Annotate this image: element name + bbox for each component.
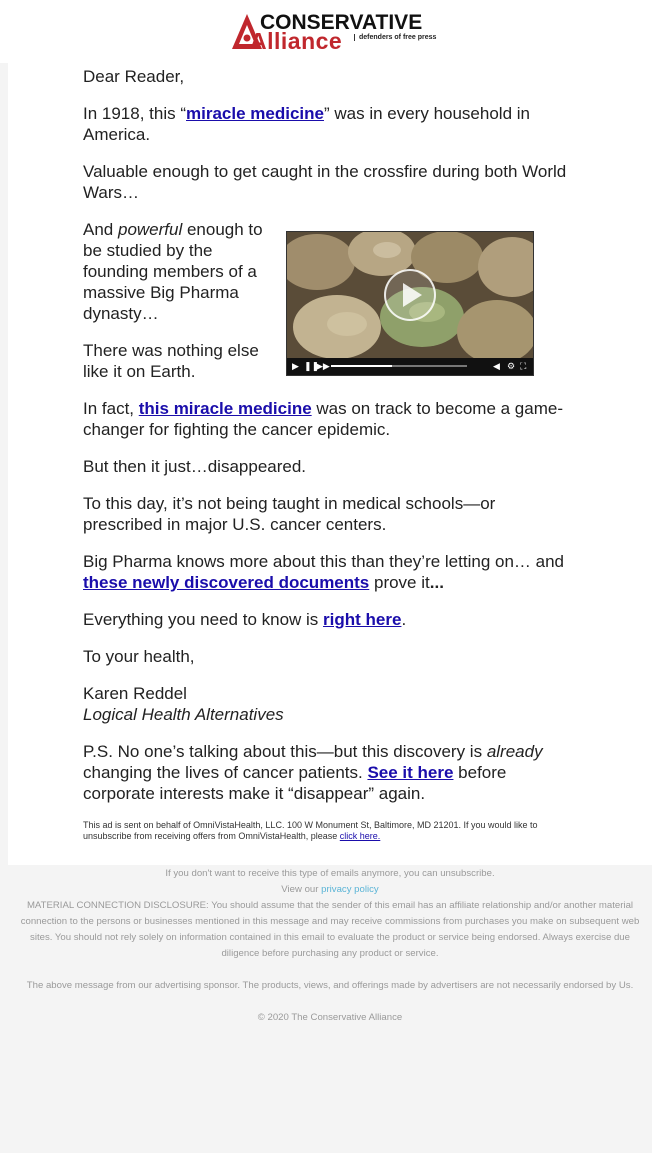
video-thumbnail[interactable] — [286, 231, 534, 376]
logo-bottom-text: Alliance — [250, 28, 343, 54]
signature-org: Logical Health Alternatives — [83, 705, 284, 724]
fullscreen-icon[interactable]: ⛶ — [520, 361, 527, 371]
privacy-line — [8, 882, 652, 898]
p9-text-end: . — [401, 610, 407, 629]
p5-text: In fact, — [83, 399, 139, 418]
pause-icon[interactable]: ❚❚ — [304, 361, 320, 371]
play-button[interactable] — [384, 269, 436, 321]
this-miracle-medicine-link[interactable]: this miracle medicine — [138, 399, 312, 418]
p3-text-end: enough to be studied by the founding members of a massive Big Pharma dynasty… — [83, 220, 263, 323]
p3-text: And — [83, 220, 118, 239]
privacy-policy-link[interactable]: privacy policy — [321, 884, 379, 895]
paragraph-8 — [83, 551, 573, 593]
right-here-link[interactable]: right here — [323, 610, 402, 629]
email-footer — [8, 866, 652, 1026]
logo-tagline: defenders of free press — [354, 34, 439, 41]
email-body — [8, 63, 652, 865]
paragraph-1 — [83, 103, 573, 145]
logo-top-text: CONSERVATIVE — [260, 11, 423, 34]
spacer — [8, 994, 652, 1010]
paragraph-9 — [83, 609, 573, 630]
video-progress-fill — [331, 365, 392, 367]
video-progress-bar[interactable] — [331, 365, 467, 367]
paragraph-2: Valuable enough to get caught in the crossfire during both World Wars… — [83, 162, 567, 202]
p8-ellipsis: ... — [429, 573, 444, 592]
email-header — [0, 0, 652, 63]
copyright: © 2020 The Conservative Alliance — [257, 1012, 403, 1023]
see-it-here-link[interactable]: See it here — [367, 763, 454, 782]
disclaimer-text: This ad is sent on behalf of OmniVistaHealth, LLC. 100 W Monument St, Baltimore, MD 21201. If you would like to unsubscribe from receiving offers from OmniVistaHealth, please — [83, 820, 538, 841]
postscript — [83, 741, 578, 804]
sponsor-notice: The above message from our advertising sponsor. The products, views, and offerings made by advertisers are not necessarily endorsed by Us. — [26, 980, 634, 991]
play-small-icon[interactable]: ▶ — [292, 361, 299, 371]
miracle-medicine-link[interactable]: miracle medicine — [186, 104, 324, 123]
ps-text-end: before corporate interests make it “disappear” again. — [83, 763, 507, 803]
unsubscribe-click-here-link[interactable]: click here. — [339, 831, 381, 841]
material-disclosure: MATERIAL CONNECTION DISCLOSURE: You should assume that the sender of this email has an affiliate relationship and/or another material connection to the persons or businesses mentioned in this message and may receive commissions from purchases you make on subsequent web sites. You should not rely solely on information contained in this email to evaluate the product or service being endorsed. Always exercise due diligence before purchasing any product or service. — [20, 900, 640, 959]
documents-link[interactable]: these newly discovered documents — [83, 573, 370, 592]
ps-emphasis: already — [486, 742, 543, 761]
p9-text: Everything you need to know is — [83, 610, 324, 629]
p1-text: In 1918, this “ — [83, 104, 187, 123]
unsubscribe-notice: If you don't want to receive this type of emails anymore, you can unsubscribe. — [165, 868, 495, 879]
ps-text: P.S. No one’s talking about this—but this discovery is — [83, 742, 487, 761]
signoff: To your health, — [83, 647, 195, 666]
conservative-alliance-logo[interactable] — [230, 11, 437, 54]
spacer — [8, 962, 652, 978]
p3-emphasis: powerful — [117, 220, 183, 239]
paragraph-6: But then it just…disappeared. — [83, 457, 307, 476]
video-controls — [287, 358, 533, 375]
greeting: Dear Reader, — [83, 67, 185, 86]
settings-icon[interactable]: ⚙ — [507, 361, 516, 371]
play-icon — [403, 283, 422, 307]
paragraph-3 — [83, 219, 278, 324]
p8-text: Big Pharma knows more about this than they’re letting on… and — [83, 552, 564, 571]
ps-text-mid: changing the lives of cancer patients. — [83, 763, 368, 782]
paragraph-4: There was nothing else like it on Earth. — [83, 341, 259, 381]
paragraph-7: To this day, it’s not being taught in medical schools—or prescribed in major U.S. cancer centers. — [83, 494, 496, 534]
p8-text-end: prove it — [369, 573, 430, 592]
signature — [83, 683, 573, 725]
privacy-text: View our — [281, 884, 322, 895]
fast-forward-icon[interactable]: ▶▶ — [316, 361, 330, 371]
ad-disclaimer — [83, 820, 583, 842]
signature-name: Karen Reddel — [83, 684, 187, 703]
p1-text-end: ” was in every household in America. — [83, 104, 530, 144]
p5-text-end: was on track to become a game-changer for fighting the cancer epidemic. — [83, 399, 563, 439]
paragraph-5 — [83, 398, 573, 440]
volume-icon[interactable]: ◀ — [493, 361, 500, 371]
